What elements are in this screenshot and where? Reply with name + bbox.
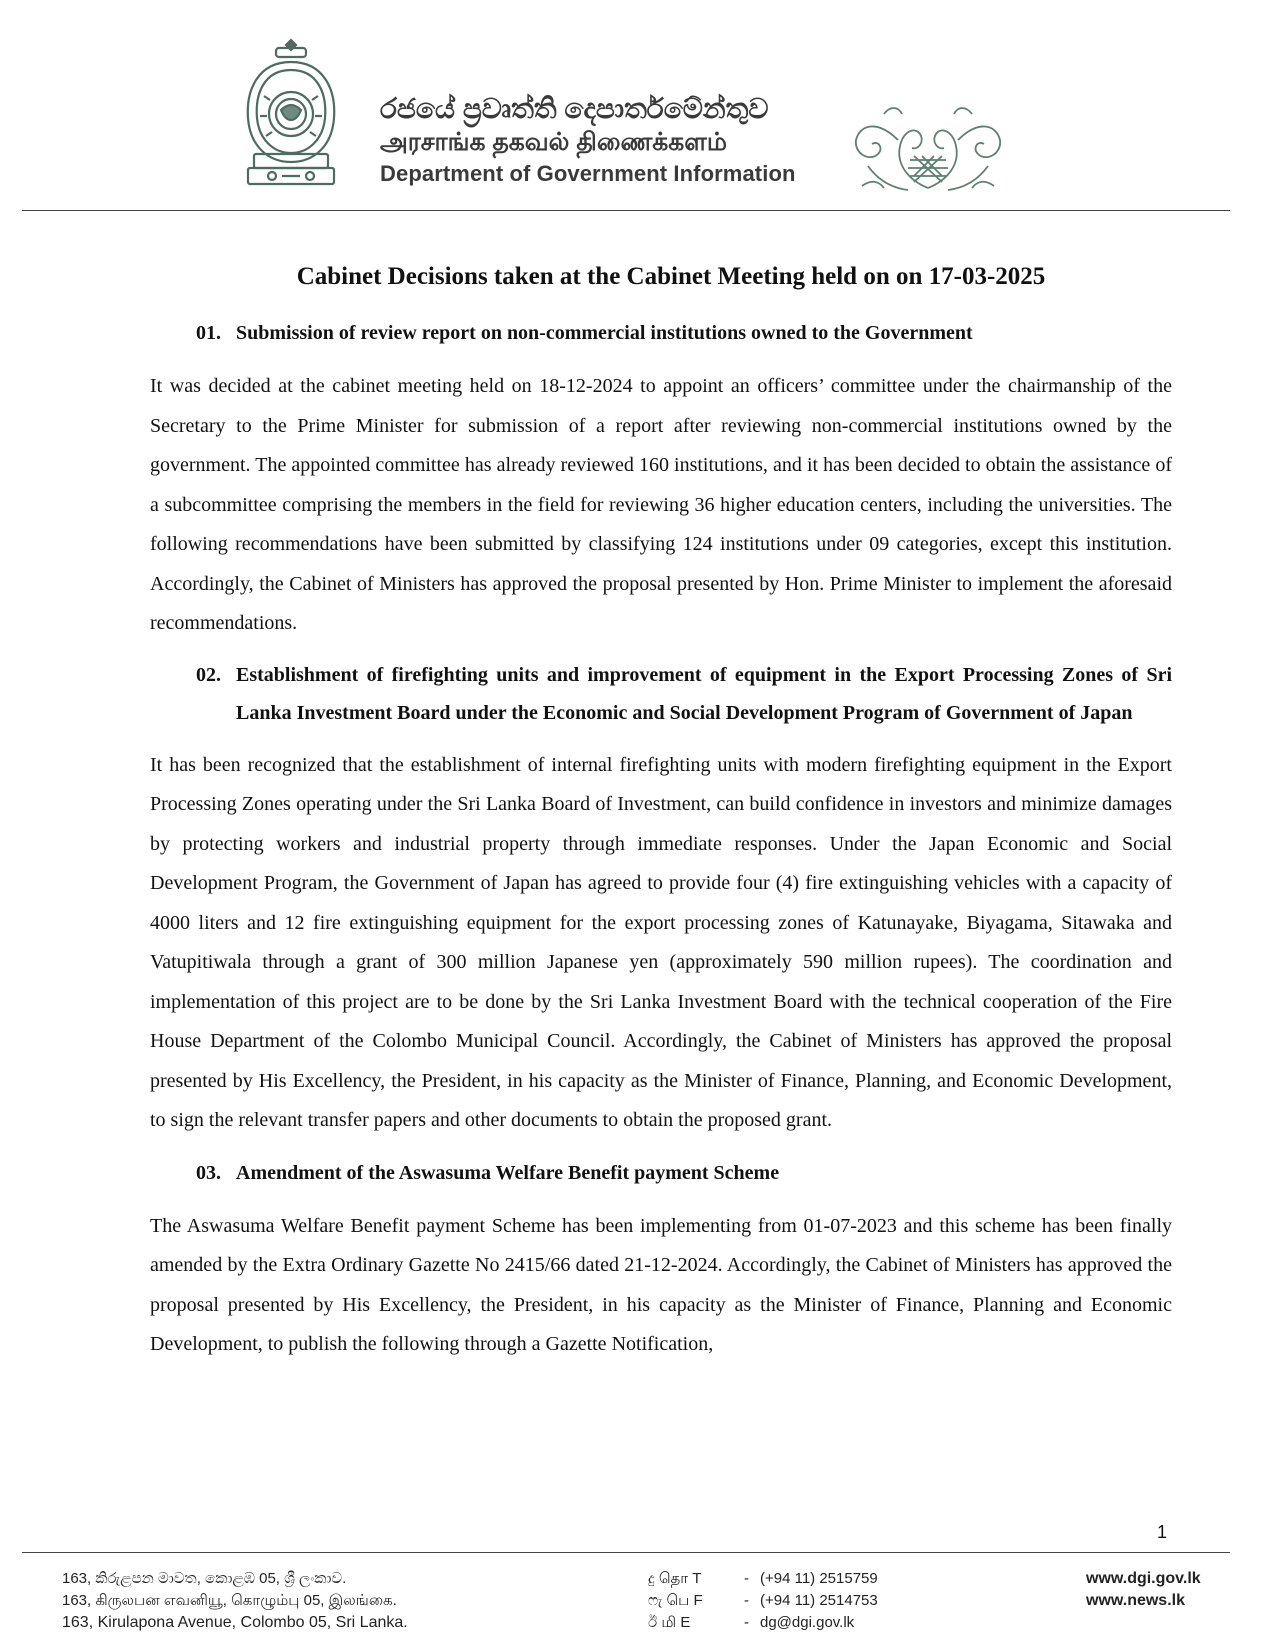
- swan-ornament-icon: [848, 100, 1008, 200]
- section-3-body: The Aswasuma Welfare Benefit payment Scheme has been implementing from 01-07-2023 and this scheme has been finally amended by the Extra Ordinary Gazette No 2415/66 dated 21-12-2024. Accordingly, the Cabinet of Ministers has approved the proposal presented by His Excellency, the President, in his capacity as the Minister of Finance, Planning and Economic Development, to publish the following through a Gazette Notification,: [150, 1214, 1172, 1355]
- phone-number: (+94 11) 2515759: [760, 1570, 878, 1587]
- fax-row: ෆැ பெ F - (+94 11) 2514753: [648, 1590, 928, 1612]
- address-sinhala: 163, කිරුළපන මාවත, කොළඹ 05, ශ්‍රී ලංකාව.: [62, 1570, 347, 1587]
- header-divider: [22, 210, 1230, 211]
- letterhead: [0, 0, 1275, 225]
- section-title: Amendment of the Aswasuma Welfare Benefit payment Scheme: [236, 1161, 780, 1184]
- footer-contacts: [648, 1568, 928, 1634]
- section-number: 01.: [196, 322, 221, 344]
- document-body: [150, 263, 1172, 1377]
- website-dgi: www.dgi.gov.lk: [1086, 1570, 1201, 1587]
- national-emblem-icon: [238, 36, 344, 188]
- email-row: ඊ மி E - dg@dgi.gov.lk: [648, 1612, 928, 1634]
- fax-number: (+94 11) 2514753: [760, 1592, 878, 1609]
- section-title: Submission of review report on non-commercial institutions owned to the Government: [236, 322, 973, 344]
- address-english: 163, Kirulapona Avenue, Colombo 05, Sri Lanka.: [62, 1614, 408, 1631]
- document-title: Cabinet Decisions taken at the Cabinet Meeting held on on 17-03-2025: [296, 263, 1046, 290]
- phone-label: දු தொ T: [648, 1570, 702, 1587]
- section-2-body: It has been recognized that the establishment of internal firefighting units with modern firefighting equipment in the Export Processing Zones operating under the Sri Lanka Board of Investment, can build confidence in investors and minimize damages by protecting workers and industrial property through immediate responses. Under the Japan Economic and Social Development Program, the Government of Japan has agreed to provide four (4) fire extinguishing vehicles with a capacity of 4000 liters and 12 fire extinguishing equipment for the export processing zones of Katunayake, Biyagama, Sitawaka and Vatupitiwala through a grant of 300 million Japanese yen (approximately 590 million rupees). The coordination and implementation of this project are to be done by the Sri Lanka Investment Board with the technical cooperation of the Fire House Department of the Colombo Municipal Council. Accordingly, the Cabinet of Ministers has approved the proposal presented by His Excellency, the President, in his capacity as the Minister of Finance, Planning, and Economic Development, to sign the relevant transfer papers and other documents to obtain the proposed grant.: [150, 753, 1172, 1131]
- section-number: 02.: [196, 663, 221, 686]
- email-label: ඊ மி E: [648, 1614, 691, 1631]
- section-title: Establishment of firefighting units and improvement of equipment in the Export Processing Zones of Sri Lanka Investment Board under the Economic and Social Development Program of Government of Japan: [236, 663, 1172, 724]
- section-2-heading: [196, 656, 1172, 732]
- footer-websites: [1086, 1568, 1236, 1612]
- fax-label: ෆැ பெ F: [648, 1592, 703, 1609]
- department-name-english: Department of Government Information: [380, 160, 796, 186]
- section-1-body: It was decided at the cabinet meeting held on 18-12-2024 to appoint an officers’ committee under the chairmanship of the Secretary to the Prime Minister for submission of a report after reviewing non-commercial institutions owned by the government. The appointed committee has already reviewed 160 institutions, and it has been decided to obtain the assistance of a subcommittee comprising the members in the field for reviewing 36 higher education centers, including the universities. The following recommendations have been submitted by classifying 124 institutions under 09 categories, except this institution. Accordingly, the Cabinet of Ministers has approved the proposal presented by Hon. Prime Minister to implement the aforesaid recommendations.: [150, 375, 1172, 634]
- section-number: 03.: [196, 1161, 221, 1184]
- page-number: 1: [1157, 1522, 1168, 1542]
- department-names: [380, 94, 830, 185]
- email-address: dg@dgi.gov.lk: [760, 1614, 855, 1631]
- section-3-heading: [196, 1153, 1172, 1193]
- address-tamil: 163, கிருலபன எவனியூ, கொழும்பு 05, இலங்கை.: [62, 1592, 397, 1609]
- department-name-sinhala: රජයේ ප්‍රවෘත්ති දෙපාර්තමේන්තුව: [380, 93, 769, 124]
- department-name-tamil: அரசாங்க தகவல் திணைக்களம்: [380, 128, 727, 157]
- footer-divider: [22, 1552, 1230, 1553]
- phone-row: දු தொ T - (+94 11) 2515759: [648, 1568, 928, 1590]
- website-news: www.news.lk: [1086, 1592, 1185, 1609]
- footer-address: [62, 1568, 482, 1634]
- section-1-heading: [196, 313, 1172, 353]
